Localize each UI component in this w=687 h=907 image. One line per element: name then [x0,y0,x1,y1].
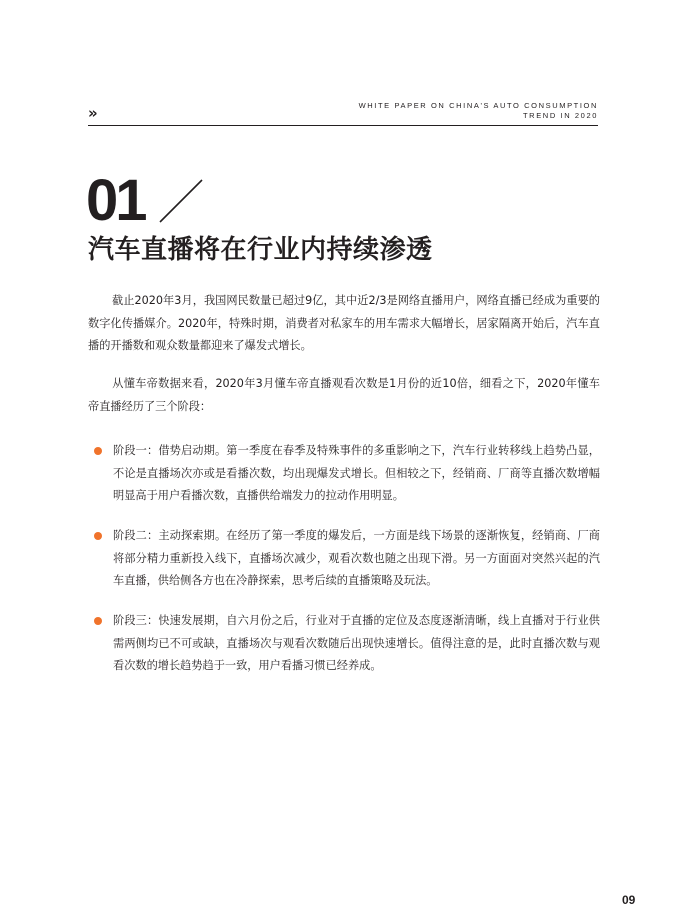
body-paragraph-1-text: 截止2020年3月，我国网民数量已超过9亿，其中近2/3是网络直播用户，网络直播已经成为重要的数字化传播媒介。2020年，特殊时期，消费者对私家车的用车需求大幅增长，居家隔离开始后，汽车直播的开播数和观众数量都迎来了爆发式增长。 [88,294,600,352]
body-paragraph-2-text: 从懂车帝数据来看，2020年3月懂车帝直播观看次数是1月份的近10倍，细看之下，2020年懂车帝直播经历了三个阶段： [88,377,600,413]
section-title: 汽车直播将在行业内持续渗透 [88,235,433,265]
slash-divider-icon [156,178,206,224]
body-paragraph-1 [88,290,600,358]
bullet-dot-icon [94,447,102,455]
page-number: 09 [622,893,636,907]
header-publication-title [359,101,598,121]
bullet-dot-icon [94,617,102,625]
header-chevron-icon: » [88,104,97,122]
header-title-line-2: TREND IN 2020 [523,111,598,120]
bullet-text: 阶段二：主动探索期。在经历了第一季度的爆发后，一方面是线下场景的逐渐恢复，经销商、厂商将部分精力重新投入线下，直播场次减少，观看次数也随之出现下滑。另一方面面对突然兴起的汽车直播，供给侧各方也在冷静探索，思考后续的直播策略及玩法。 [113,529,600,587]
bullet-dot-icon [94,532,102,540]
header-title-line-1: WHITE PAPER ON CHINA'S AUTO CONSUMPTION [358,101,598,110]
header-divider [88,125,598,126]
section-number: 01 [86,168,145,233]
bullet-text: 阶段一：借势启动期。第一季度在春季及特殊事件的多重影响之下，汽车行业转移线上趋势凸显，不论是直播场次亦或是看播次数，均出现爆发式增长。但相较之下，经销商、厂商等直播次数增幅明显高于用户看播次数，直播供给端发力的拉动作用明显。 [113,444,600,502]
bullet-text: 阶段三：快速发展期，自六月份之后，行业对于直播的定位及态度逐渐清晰，线上直播对于行业供需两侧均已不可或缺，直播场次与观看次数随后出现快速增长。值得注意的是，此时直播次数与观看次数的增长趋势趋于一致，用户看播习惯已经养成。 [113,614,600,672]
body-paragraph-2 [88,373,600,418]
